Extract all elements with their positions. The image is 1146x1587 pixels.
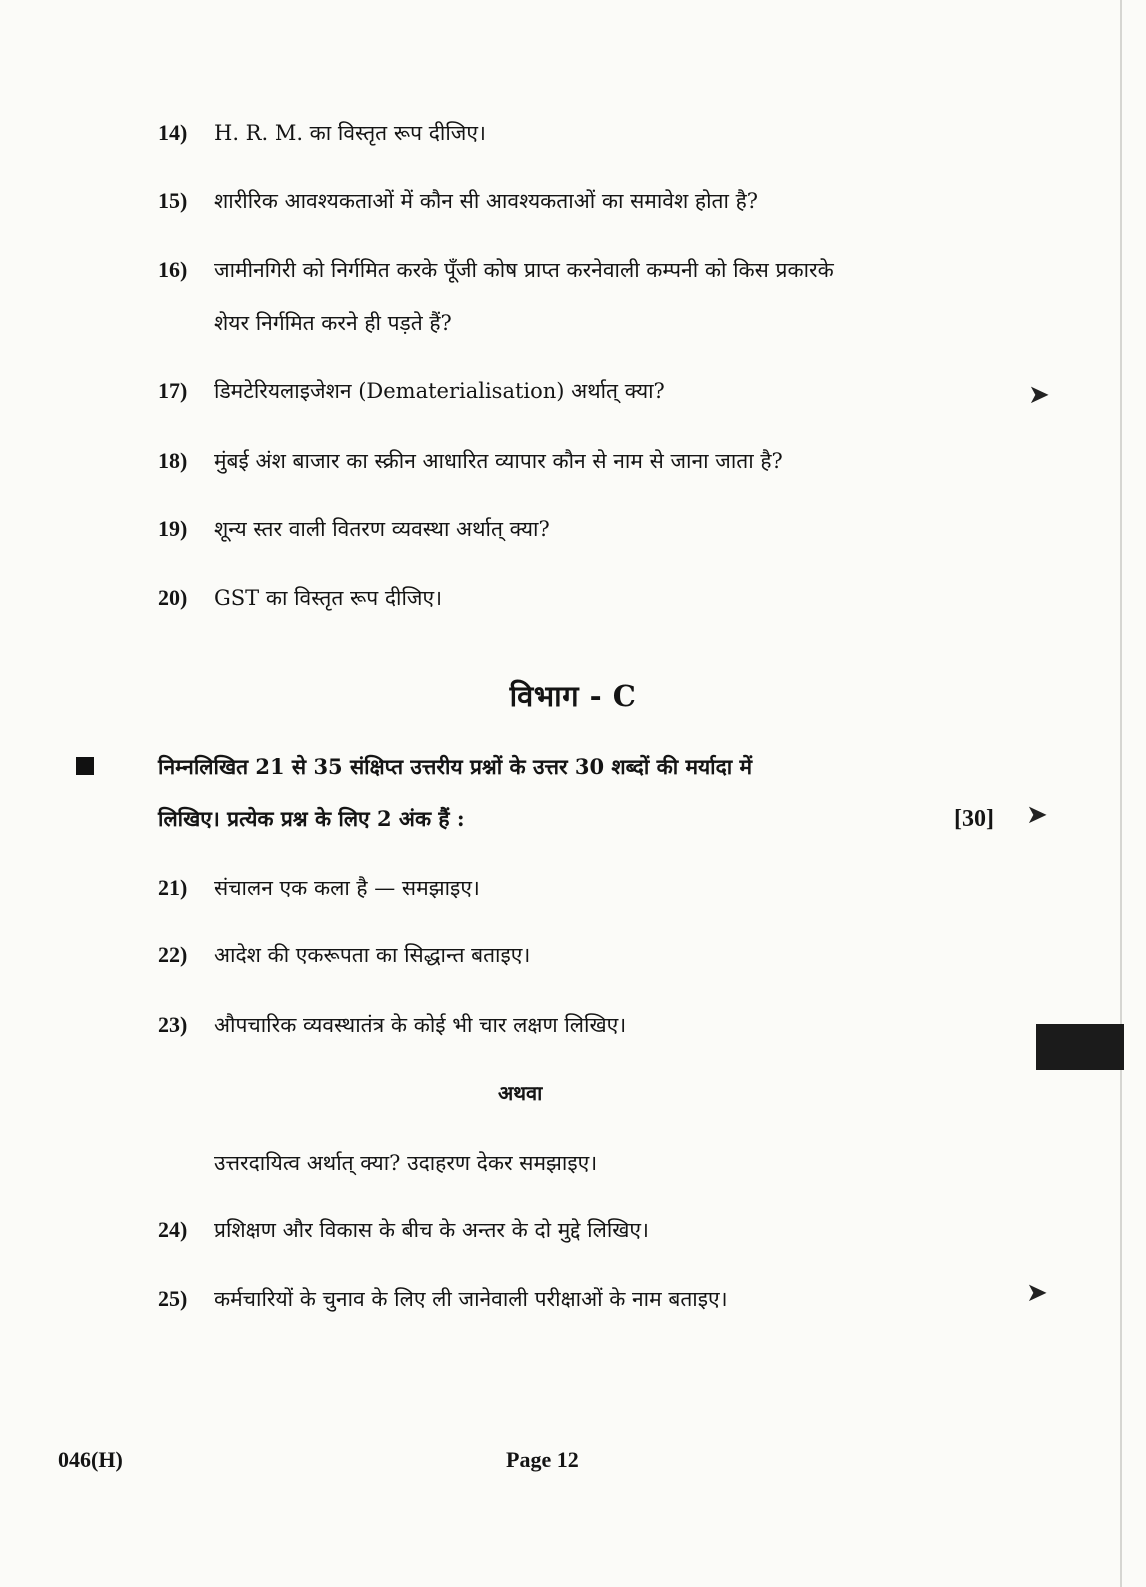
question-text: संचालन एक कला है — समझाइए। — [214, 876, 480, 900]
question-number: 14) — [158, 120, 188, 145]
question-15 — [158, 186, 758, 216]
question-text: जामीनगिरी को निर्गमित करके पूँजी कोष प्राप्त करनेवाली कम्पनी को किस प्रकारके — [214, 258, 834, 282]
question-text: H. R. M. का विस्तृत रूप दीजिए। — [214, 121, 486, 145]
question-25 — [158, 1284, 728, 1314]
question-number: 22) — [158, 942, 188, 967]
question-number: 19) — [158, 516, 188, 541]
instruction-line-1: निम्नलिखित 21 से 35 संक्षिप्त उत्तरीय प्रश्नों के उत्तर 30 शब्दों की मर्यादा में — [158, 754, 753, 779]
question-22 — [158, 940, 530, 970]
question-18 — [158, 446, 783, 476]
question-number: 17) — [158, 378, 188, 403]
scan-edge-line — [1120, 0, 1122, 1587]
question-text: आदेश की एकरूपता का सिद्धान्त बताइए। — [214, 943, 531, 967]
question-23 — [158, 1010, 626, 1040]
question-text: GST का विस्तृत रूप दीजिए। — [214, 586, 443, 610]
bullet-square-icon — [76, 757, 94, 775]
question-21 — [158, 873, 480, 903]
section-title: विभाग - C — [509, 679, 637, 713]
question-text: प्रशिक्षण और विकास के बीच के अन्तर के दो मुद्दे लिखिए। — [214, 1218, 650, 1242]
question-number: 18) — [158, 448, 188, 473]
question-16-continuation: शेयर निर्गमित करने ही पड़ते हैं? — [214, 311, 452, 335]
question-14 — [158, 118, 486, 148]
ink-speck-icon: ➤ — [1028, 380, 1050, 410]
question-text: मुंबई अंश बाजार का स्क्रीन आधारित व्यापार कौन से नाम से जाना जाता है? — [214, 449, 783, 473]
question-19 — [158, 514, 550, 544]
ink-speck-icon: ➤ — [1026, 1278, 1048, 1308]
or-label: अथवा — [498, 1081, 543, 1105]
question-number: 24) — [158, 1217, 188, 1242]
question-24 — [158, 1215, 649, 1245]
marks-badge: [30] — [954, 806, 994, 832]
question-number: 15) — [158, 188, 188, 213]
question-number: 16) — [158, 257, 188, 282]
question-number: 23) — [158, 1012, 188, 1037]
question-text: शून्य स्तर वाली वितरण व्यवस्था अर्थात् क्या? — [214, 517, 550, 541]
instruction-line-2: लिखिए। प्रत्येक प्रश्न के लिए 2 अंक हैं : — [158, 806, 465, 831]
question-text: कर्मचारियों के चुनाव के लिए ली जानेवाली परीक्षाओं के नाम बताइए। — [214, 1287, 728, 1311]
question-text: औपचारिक व्यवस्थातंत्र के कोई भी चार लक्षण लिखिए। — [214, 1013, 627, 1037]
question-number: 25) — [158, 1286, 188, 1311]
question-text: डिमटेरियलाइजेशन (Dematerialisation) अर्थात् क्या? — [214, 379, 665, 403]
paper-code: 046(H) — [58, 1447, 123, 1472]
question-number: 21) — [158, 875, 188, 900]
question-number: 20) — [158, 585, 188, 610]
ink-speck-icon: ➤ — [1026, 800, 1048, 830]
scan-black-bar — [1036, 1024, 1124, 1070]
question-16 — [158, 255, 834, 285]
question-17 — [158, 376, 665, 406]
alternative-question: उत्तरदायित्व अर्थात् क्या? उदाहरण देकर समझाइए। — [214, 1151, 598, 1175]
question-text: शारीरिक आवश्यकताओं में कौन सी आवश्यकताओं का समावेश होता है? — [214, 189, 759, 213]
question-20 — [158, 583, 442, 613]
page-number: Page 12 — [506, 1447, 579, 1472]
